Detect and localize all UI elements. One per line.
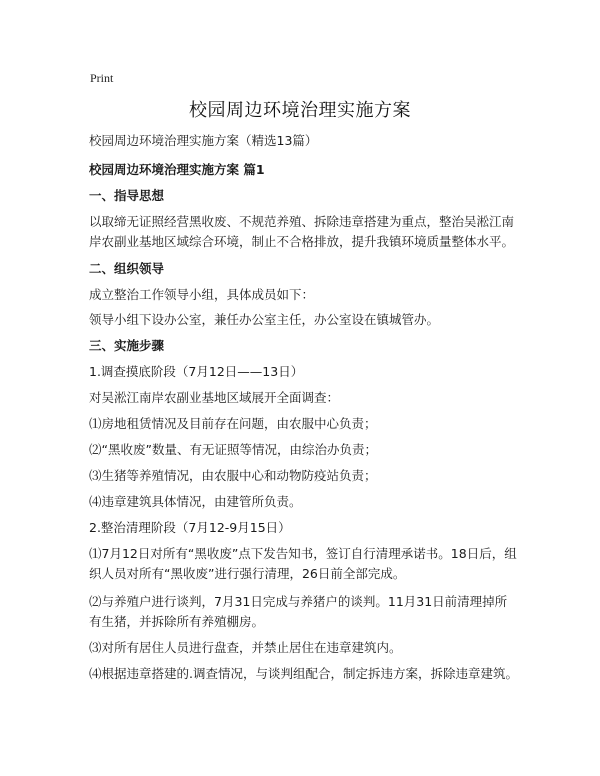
section-1-paragraph: 以取缔无证照经营黑收废、不规范养殖、拆除违章搭建为重点，整治吴淞江南岸农副业基地区域综合环境，制止不合格排放，提升我镇环境质量整体水平。	[89, 214, 515, 249]
section-heading-2: 二、组织领导	[89, 261, 165, 276]
section-heading-1: 一、指导思想	[89, 188, 165, 203]
step-1-title: 1.调查摸底阶段（7月12日——13日）	[89, 364, 304, 379]
doc-subtitle: 校园周边环境治理实施方案（精选13篇）	[89, 133, 318, 148]
step-2-item: ⑴7月12日对所有“黑收废”点下发告知书，签订自行清理承诺书。18日后，组织人员对所有“黑收废”进行强行清理，26日前全部完成。	[89, 546, 517, 581]
step-1-item: ⑵“黑收废”数量、有无证照等情况，由综治办负责；	[89, 442, 377, 457]
article-title: 校园周边环境治理实施方案 篇1	[89, 162, 265, 177]
step-2-item: ⑷根据违章搭建的.调查情况，与谈判组配合，制定拆违方案，拆除违章建筑。	[89, 666, 518, 681]
step-1-intro: 对吴淞江南岸农副业基地区域展开全面调查：	[89, 390, 340, 405]
section-2-paragraph-1: 成立整治工作领导小组，具体成员如下：	[89, 287, 315, 302]
step-1-item: ⑴房地租赁情况及目前存在问题，由农服中心负责；	[89, 416, 377, 431]
section-heading-3: 三、实施步骤	[89, 338, 165, 353]
step-1-item: ⑶生猪等养殖情况，由农服中心和动物防疫站负责；	[89, 468, 377, 483]
step-2-item: ⑶对所有居住人员进行盘查，并禁止居住在违章建筑内。	[89, 640, 402, 655]
step-2-item: ⑵与养殖户进行谈判，7月31日完成与养猪户的谈判。11月31日前清理掉所有生猪，并拆除所有养殖棚房。	[89, 594, 508, 629]
section-2-paragraph-2: 领导小组下设办公室，兼任办公室主任，办公室设在镇城管办。	[89, 312, 440, 327]
print-label: Print	[90, 71, 114, 85]
step-2-title: 2.整治清理阶段（7月12-9月15日）	[89, 520, 291, 535]
page-title: 校园周边环境治理实施方案	[189, 100, 411, 121]
step-1-item: ⑷违章建筑具体情况，由建管所负责。	[89, 494, 302, 509]
